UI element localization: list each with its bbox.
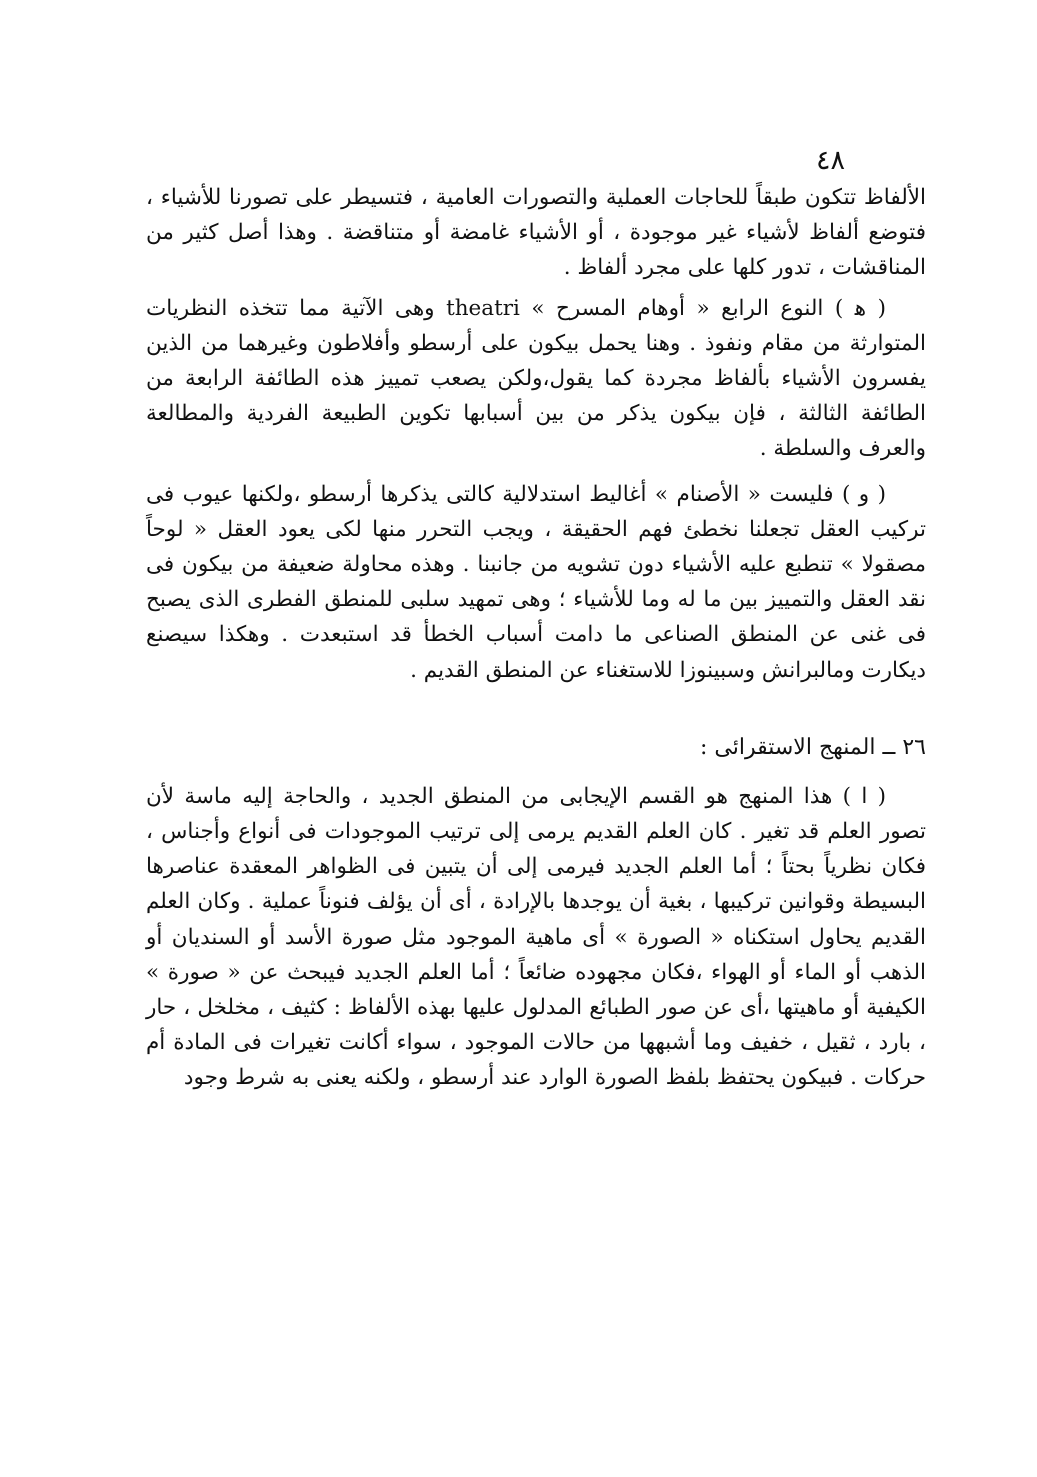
page-body	[146, 180, 926, 1096]
paragraph-theatre-idols: ( ﻫ ) النوع الرابع « أوهام المسرح » theatri وهى الآتية مما تتخذه النظريات المتوارثة من مقام ونفوذ . وهنا يحمل بيكون على أرسطو وأفلاطون وغيرهما من الذين يفسرون الأشياء بألفاظ مجردة كما يقول،ولكن يصعب تمييز هذه الطائفة الرابعة من الطائفة الثالثة ، فإن بيكون يذكر من بين أسبابها تكوين الطبيعة الفردية والمطالعة والعرف والسلطة .	[146, 295, 926, 462]
paragraph-idols-critique: ( و ) فليست « الأصنام » أغاليط استدلالية كالتى يذكرها أرسطو ،ولكنها عيوب فى تركيب العقل تجعلنا نخطئ فهم الحقيقة ، ويجب التحرر منها لكى يعود العقل « لوحاً مصقولا » تنطبع عليه الأشياء دون تشويه من جانبنا . وهذه محاولة ضعيفة من بيكون فى نقد العقل والتمييز بين ما له وما للأشياء ؛ وهى تمهيد سلبى للمنطق الفطرى الذى يصبح فى غنى عن المنطق الصناعى ما دامت أسباب الخطأ قد استبعدت . وهكذا سيصنع ديكارت ومالبرانش وسبينوزا للاستغناء عن المنطق القديم .	[146, 481, 926, 683]
section-heading-inductive-method: ٢٦ ــ المنهج الاستقرائى :	[699, 734, 926, 760]
paragraph-inductive-method: ( ا ) هذا المنهج هو القسم الإيجابى من المنطق الجديد ، والحاجة إليه ماسة لأن تصور العلم قد تغير . كان العلم القديم يرمى إلى ترتيب الموجودات فى أنواع وأجناس ، فكان نظرياً بحتاً ؛ أما العلم الجديد فيرمى إلى أن يتبين فى الظواهر المعقدة عناصرها البسيطة وقوانين تركيبها ، بغية أن يوجدها بالإرادة ، أى أن يؤلف فنوناً عملية . وكان العلم القديم يحاول استكناه « الصورة » أى ماهية الموجود مثل صورة الأسد أو السنديان أو الذهب أو الماء أو الهواء ،فكان مجهوده ضائعاً ؛ أما العلم الجديد فيبحث عن « صورة » الكيفية أو ماهيتها ،أى عن صور الطبائع المدلول عليها بهذه الألفاظ : كثيف ، مخلخل ، حار ، بارد ، ثقيل ، خفيف وما أشبهها من حالات الموجود ، سواء أكانت تغيرات فى المادة أم حركات . فبيكون يحتفظ بلفظ الصورة الوارد عند أرسطو ، ولكنه يعنى به شرط وجود	[146, 783, 926, 1091]
paragraph-language-idols: الألفاظ تتكون طبقاً للحاجات العملية والتصورات العامية ، فتسيطر على تصورنا للأشياء ، فتوضع ألفاظ لأشياء غير موجودة ، أو الأشياء غامضة أو متناقضة . وهذا أصل كثير من المناقشات ، تدور كلها على مجرد ألفاظ .	[146, 185, 926, 281]
page-number: ٤٨	[815, 145, 845, 176]
